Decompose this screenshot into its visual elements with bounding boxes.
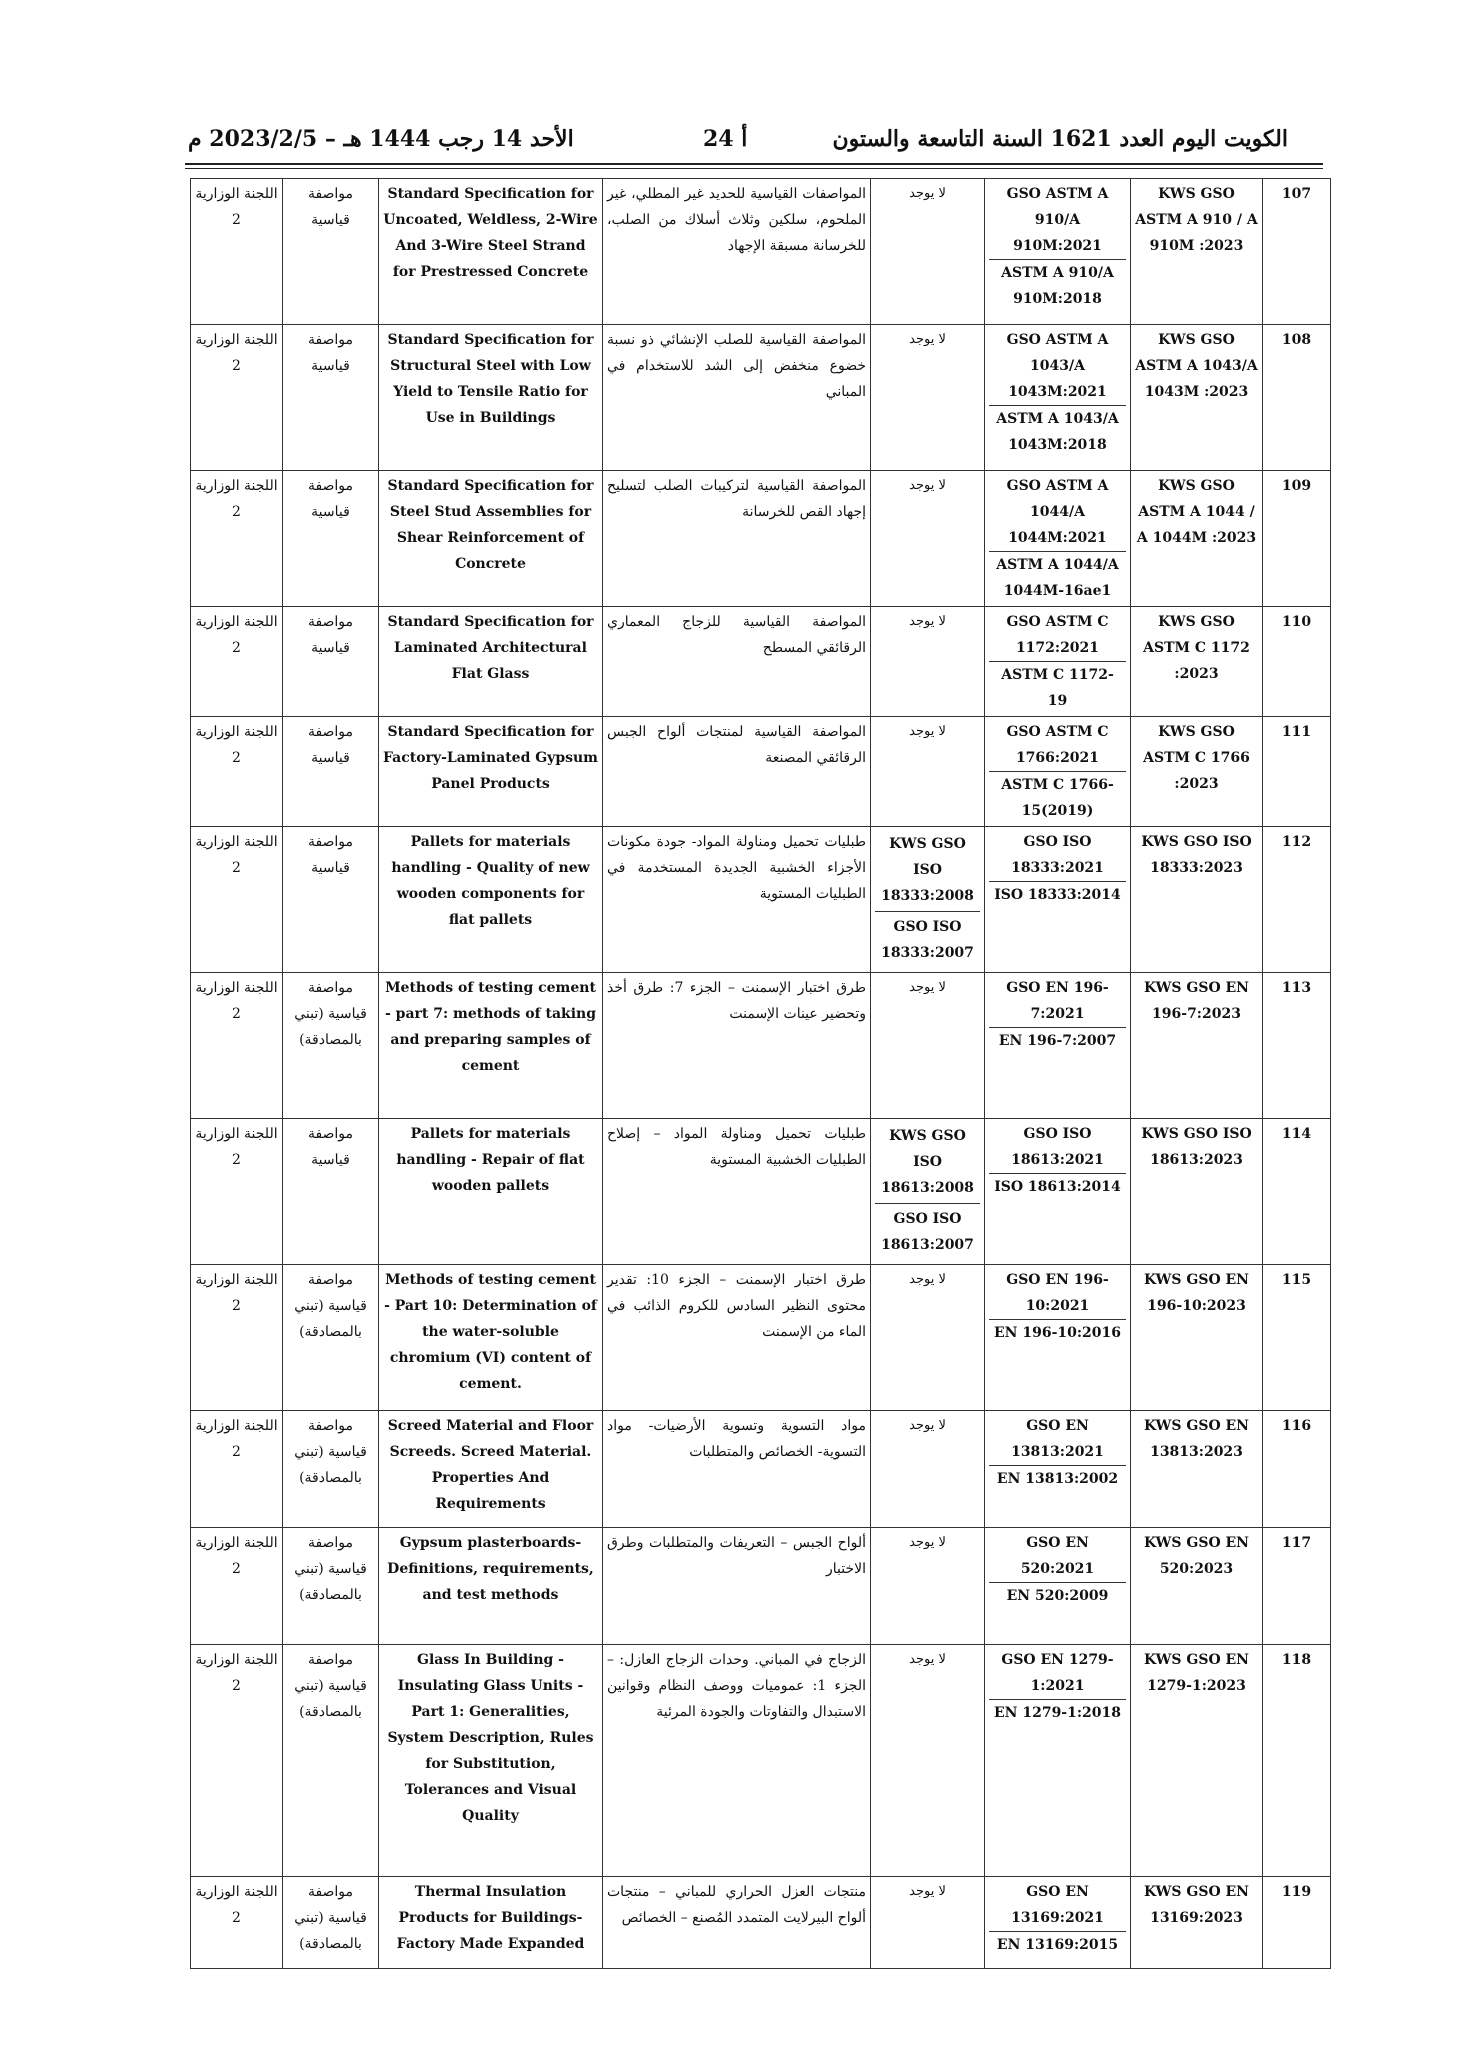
arabic-title-cell: المواصفة القياسية للصلب الإنشائي ذو نسبة خضوع منخفض إلى الشد للاستخدام في المباني bbox=[603, 325, 871, 471]
standard-type-cell: مواصفة قياسية bbox=[283, 827, 379, 973]
table-row bbox=[191, 1265, 1331, 1411]
committee-cell: اللجنة الوزارية 2 bbox=[191, 1411, 283, 1528]
kws-standard-cell: KWS GSO ASTM A 1043/A 1043M :2023 bbox=[1131, 325, 1263, 471]
source-reference: EN 13813:2002 bbox=[989, 1465, 1126, 1492]
table-row bbox=[191, 179, 1331, 325]
source-reference: ISO 18613:2014 bbox=[989, 1173, 1126, 1200]
gso-reference-cell bbox=[985, 1528, 1131, 1645]
gso-reference-cell bbox=[985, 1265, 1131, 1411]
english-title-cell: Methods of testing cement - part 7: methods of taking and preparing samples of cement bbox=[379, 973, 603, 1119]
kws-standard-cell: KWS GSO ISO 18613:2023 bbox=[1131, 1119, 1263, 1265]
row-number-cell: 116 bbox=[1263, 1411, 1331, 1528]
arabic-title-cell: المواصفة القياسية لمنتجات ألواح الجبس الرقائقي المصنعة bbox=[603, 717, 871, 827]
existing-standard-cell: لا يوجد bbox=[871, 471, 985, 607]
existing-standard-cell: لا يوجد bbox=[871, 1411, 985, 1528]
gso-reference-cell bbox=[985, 827, 1131, 973]
table-row bbox=[191, 1877, 1331, 1969]
source-reference: EN 196-7:2007 bbox=[989, 1027, 1126, 1054]
row-number-cell: 107 bbox=[1263, 179, 1331, 325]
english-title-cell: Pallets for materials handling - Quality of new wooden components for flat pallets bbox=[379, 827, 603, 973]
committee-cell: اللجنة الوزارية 2 bbox=[191, 179, 283, 325]
existing-standard-cell: لا يوجد bbox=[871, 325, 985, 471]
row-number-cell: 113 bbox=[1263, 973, 1331, 1119]
row-number-cell: 110 bbox=[1263, 607, 1331, 717]
table-row bbox=[191, 1119, 1331, 1265]
gso-standard: GSO EN 13169:2021 bbox=[1011, 1884, 1104, 1926]
standards-table bbox=[190, 178, 1331, 1969]
english-title-cell: Standard Specification for Uncoated, Weldless, 2-Wire And 3-Wire Steel Strand for Prestressed Concrete bbox=[379, 179, 603, 325]
standard-type-cell: مواصفة قياسية (تبني بالمصادقة) bbox=[283, 973, 379, 1119]
existing-standard-cell: لا يوجد bbox=[871, 973, 985, 1119]
arabic-title-cell: مواد التسوية وتسوية الأرضيات- مواد التسوية- الخصائص والمتطلبات bbox=[603, 1411, 871, 1528]
standard-type-cell: مواصفة قياسية bbox=[283, 717, 379, 827]
table-row bbox=[191, 607, 1331, 717]
gso-reference-cell bbox=[985, 607, 1131, 717]
arabic-title-cell: ألواح الجبس – التعريفات والمتطلبات وطرق الاختبار bbox=[603, 1528, 871, 1645]
gso-standard: GSO EN 13813:2021 bbox=[1011, 1418, 1104, 1460]
standard-type-cell: مواصفة قياسية (تبني بالمصادقة) bbox=[283, 1411, 379, 1528]
committee-cell: اللجنة الوزارية 2 bbox=[191, 1265, 283, 1411]
english-title-cell: Standard Specification for Structural Steel with Low Yield to Tensile Ratio for Use in Buildings bbox=[379, 325, 603, 471]
source-reference: ASTM A 1043/A 1043M:2018 bbox=[989, 405, 1126, 458]
row-number-cell: 112 bbox=[1263, 827, 1331, 973]
gso-reference-cell bbox=[985, 717, 1131, 827]
existing-standard: KWS GSO ISO 18613:2008 bbox=[881, 1128, 974, 1196]
table-row bbox=[191, 1411, 1331, 1528]
arabic-title-cell: طرق اختبار الإسمنت – الجزء 10: تقدير محتوى النظير السادس للكروم الذائب في الماء من الإسمنت bbox=[603, 1265, 871, 1411]
gso-standard: GSO EN 1279-1:2021 bbox=[1001, 1652, 1114, 1694]
source-reference: EN 1279-1:2018 bbox=[989, 1699, 1126, 1726]
gso-standard: GSO ASTM C 1766:2021 bbox=[1006, 724, 1109, 766]
existing-standard-cell: لا يوجد bbox=[871, 1877, 985, 1969]
gso-standard: GSO ASTM A 1044/A 1044M:2021 bbox=[1006, 478, 1109, 546]
gso-reference-cell bbox=[985, 1119, 1131, 1265]
gso-standard: GSO ISO 18333:2021 bbox=[1011, 834, 1104, 876]
standard-type-cell: مواصفة قياسية (تبني بالمصادقة) bbox=[283, 1528, 379, 1645]
row-number-cell: 109 bbox=[1263, 471, 1331, 607]
row-number-cell: 111 bbox=[1263, 717, 1331, 827]
standard-type-cell: مواصفة قياسية bbox=[283, 607, 379, 717]
standard-type-cell: مواصفة قياسية bbox=[283, 1119, 379, 1265]
english-title-cell: Screed Material and Floor Screeds. Screed Material. Properties And Requirements bbox=[379, 1411, 603, 1528]
header-page-number: أ 24 bbox=[703, 126, 748, 152]
kws-standard-cell: KWS GSO EN 13169:2023 bbox=[1131, 1877, 1263, 1969]
page-header bbox=[188, 120, 1288, 160]
source-reference: ISO 18333:2014 bbox=[989, 881, 1126, 908]
kws-standard-cell: KWS GSO EN 1279-1:2023 bbox=[1131, 1645, 1263, 1877]
english-title-cell: Thermal Insulation Products for Buildings- Factory Made Expanded bbox=[379, 1877, 603, 1969]
arabic-title-cell: طرق اختبار الإسمنت – الجزء 7: طرق أخذ وتحضير عينات الإسمنت bbox=[603, 973, 871, 1119]
header-date: الأحد 14 رجب 1444 هـ – 2023/2/5 م bbox=[188, 126, 574, 152]
committee-cell: اللجنة الوزارية 2 bbox=[191, 325, 283, 471]
source-reference: ASTM A 1044/A 1044M-16ae1 bbox=[989, 551, 1126, 604]
committee-cell: اللجنة الوزارية 2 bbox=[191, 1645, 283, 1877]
gso-standard: GSO EN 196-10:2021 bbox=[1006, 1272, 1109, 1314]
row-number-cell: 119 bbox=[1263, 1877, 1331, 1969]
table-row bbox=[191, 973, 1331, 1119]
kws-standard-cell: KWS GSO EN 520:2023 bbox=[1131, 1528, 1263, 1645]
table-row bbox=[191, 717, 1331, 827]
row-number-cell: 118 bbox=[1263, 1645, 1331, 1877]
arabic-title-cell: المواصفة القياسية للزجاج المعماري الرقائقي المسطح bbox=[603, 607, 871, 717]
table-row bbox=[191, 1645, 1331, 1877]
standard-type-cell: مواصفة قياسية (تبني بالمصادقة) bbox=[283, 1265, 379, 1411]
source-reference: EN 196-10:2016 bbox=[989, 1319, 1126, 1346]
gso-reference-cell bbox=[985, 1411, 1131, 1528]
existing-standard-cell: لا يوجد bbox=[871, 1645, 985, 1877]
gso-standard: GSO ASTM A 910/A 910M:2021 bbox=[1006, 186, 1109, 254]
arabic-title-cell: المواصفات القياسية للحديد غير المطلي، غير الملحوم، سلكين وثلاث أسلاك من الصلب، للخرسانة مسبقة الإجهاد bbox=[603, 179, 871, 325]
kws-standard-cell: KWS GSO ASTM A 910 / A 910M :2023 bbox=[1131, 179, 1263, 325]
existing-standard-cell: لا يوجد bbox=[871, 717, 985, 827]
source-reference: EN 520:2009 bbox=[989, 1582, 1126, 1609]
standard-type-cell: مواصفة قياسية bbox=[283, 325, 379, 471]
gso-standard: GSO ASTM A 1043/A 1043M:2021 bbox=[1006, 332, 1109, 400]
english-title-cell: Standard Specification for Steel Stud Assemblies for Shear Reinforcement of Concrete bbox=[379, 471, 603, 607]
existing-standard-cell: لا يوجد bbox=[871, 607, 985, 717]
standard-type-cell: مواصفة قياسية (تبني بالمصادقة) bbox=[283, 1645, 379, 1877]
committee-cell: اللجنة الوزارية 2 bbox=[191, 1528, 283, 1645]
committee-cell: اللجنة الوزارية 2 bbox=[191, 1119, 283, 1265]
arabic-title-cell: الزجاج في المباني. وحدات الزجاج العازل: – الجزء 1: عموميات ووصف النظام وقوانين الاستبدال والتفاوتات والجودة المرئية bbox=[603, 1645, 871, 1877]
kws-standard-cell: KWS GSO EN 196-10:2023 bbox=[1131, 1265, 1263, 1411]
row-number-cell: 108 bbox=[1263, 325, 1331, 471]
kws-standard-cell: KWS GSO EN 13813:2023 bbox=[1131, 1411, 1263, 1528]
gso-standard: GSO EN 520:2021 bbox=[1020, 1535, 1095, 1577]
source-reference: EN 13169:2015 bbox=[989, 1931, 1126, 1958]
header-rule bbox=[185, 163, 1323, 165]
existing-standard-cell bbox=[871, 827, 985, 973]
table-row bbox=[191, 471, 1331, 607]
gso-reference-cell bbox=[985, 471, 1131, 607]
english-title-cell: Methods of testing cement - Part 10: Determination of the water-soluble chromium (VI) content of cement. bbox=[379, 1265, 603, 1411]
committee-cell: اللجنة الوزارية 2 bbox=[191, 471, 283, 607]
arabic-title-cell: منتجات العزل الحراري للمباني – منتجات ألواح البيرلايت المتمدد المُصنع – الخصائص bbox=[603, 1877, 871, 1969]
committee-cell: اللجنة الوزارية 2 bbox=[191, 607, 283, 717]
gso-standard: GSO ISO 18613:2021 bbox=[1011, 1126, 1104, 1168]
header-rule-thin bbox=[185, 168, 1323, 169]
gso-reference-cell bbox=[985, 973, 1131, 1119]
english-title-cell: Pallets for materials handling - Repair of flat wooden pallets bbox=[379, 1119, 603, 1265]
table-row bbox=[191, 325, 1331, 471]
existing-standard-cell: لا يوجد bbox=[871, 179, 985, 325]
arabic-title-cell: المواصفة القياسية لتركيبات الصلب لتسليح إجهاد القص للخرسانة bbox=[603, 471, 871, 607]
existing-standard-cell: لا يوجد bbox=[871, 1528, 985, 1645]
committee-cell: اللجنة الوزارية 2 bbox=[191, 1877, 283, 1969]
kws-standard-cell: KWS GSO ASTM C 1766 :2023 bbox=[1131, 717, 1263, 827]
arabic-title-cell: طبليات تحميل ومناولة المواد – إصلاح الطبليات الخشبية المستوية bbox=[603, 1119, 871, 1265]
english-title-cell: Standard Specification for Laminated Architectural Flat Glass bbox=[379, 607, 603, 717]
existing-reference: GSO ISO 18333:2007 bbox=[875, 911, 980, 968]
kws-standard-cell: KWS GSO EN 196-7:2023 bbox=[1131, 973, 1263, 1119]
committee-cell: اللجنة الوزارية 2 bbox=[191, 827, 283, 973]
kws-standard-cell: KWS GSO ISO 18333:2023 bbox=[1131, 827, 1263, 973]
english-title-cell: Gypsum plasterboards- Definitions, requirements, and test methods bbox=[379, 1528, 603, 1645]
gso-reference-cell bbox=[985, 1877, 1131, 1969]
english-title-cell: Standard Specification for Factory-Laminated Gypsum Panel Products bbox=[379, 717, 603, 827]
standard-type-cell: مواصفة قياسية bbox=[283, 179, 379, 325]
row-number-cell: 115 bbox=[1263, 1265, 1331, 1411]
gso-reference-cell bbox=[985, 1645, 1131, 1877]
standard-type-cell: مواصفة قياسية bbox=[283, 471, 379, 607]
row-number-cell: 117 bbox=[1263, 1528, 1331, 1645]
existing-standard: KWS GSO ISO 18333:2008 bbox=[881, 836, 974, 904]
table-row bbox=[191, 827, 1331, 973]
kws-standard-cell: KWS GSO ASTM C 1172 :2023 bbox=[1131, 607, 1263, 717]
table-row bbox=[191, 1528, 1331, 1645]
kws-standard-cell: KWS GSO ASTM A 1044 / A 1044M :2023 bbox=[1131, 471, 1263, 607]
existing-standard-cell: لا يوجد bbox=[871, 1265, 985, 1411]
header-publication: الكويت اليوم العدد 1621 السنة التاسعة والستون bbox=[832, 126, 1288, 152]
gso-standard: GSO ASTM C 1172:2021 bbox=[1006, 614, 1109, 656]
gso-reference-cell bbox=[985, 325, 1131, 471]
committee-cell: اللجنة الوزارية 2 bbox=[191, 717, 283, 827]
source-reference: ASTM A 910/A 910M:2018 bbox=[989, 259, 1126, 312]
arabic-title-cell: طبليات تحميل ومناولة المواد- جودة مكونات الأجزاء الخشبية الجديدة المستخدمة في الطبليات المستوية bbox=[603, 827, 871, 973]
source-reference: ASTM C 1766-15(2019) bbox=[989, 771, 1126, 824]
standard-type-cell: مواصفة قياسية (تبني بالمصادقة) bbox=[283, 1877, 379, 1969]
committee-cell: اللجنة الوزارية 2 bbox=[191, 973, 283, 1119]
gso-standard: GSO EN 196-7:2021 bbox=[1006, 980, 1109, 1022]
existing-standard-cell bbox=[871, 1119, 985, 1265]
row-number-cell: 114 bbox=[1263, 1119, 1331, 1265]
gso-reference-cell bbox=[985, 179, 1131, 325]
source-reference: ASTM C 1172-19 bbox=[989, 661, 1126, 714]
existing-reference: GSO ISO 18613:2007 bbox=[875, 1203, 980, 1260]
english-title-cell: Glass In Building - Insulating Glass Units - Part 1: Generalities, System Description, Rules for Substitution, Tolerances and Visual Quality bbox=[379, 1645, 603, 1877]
